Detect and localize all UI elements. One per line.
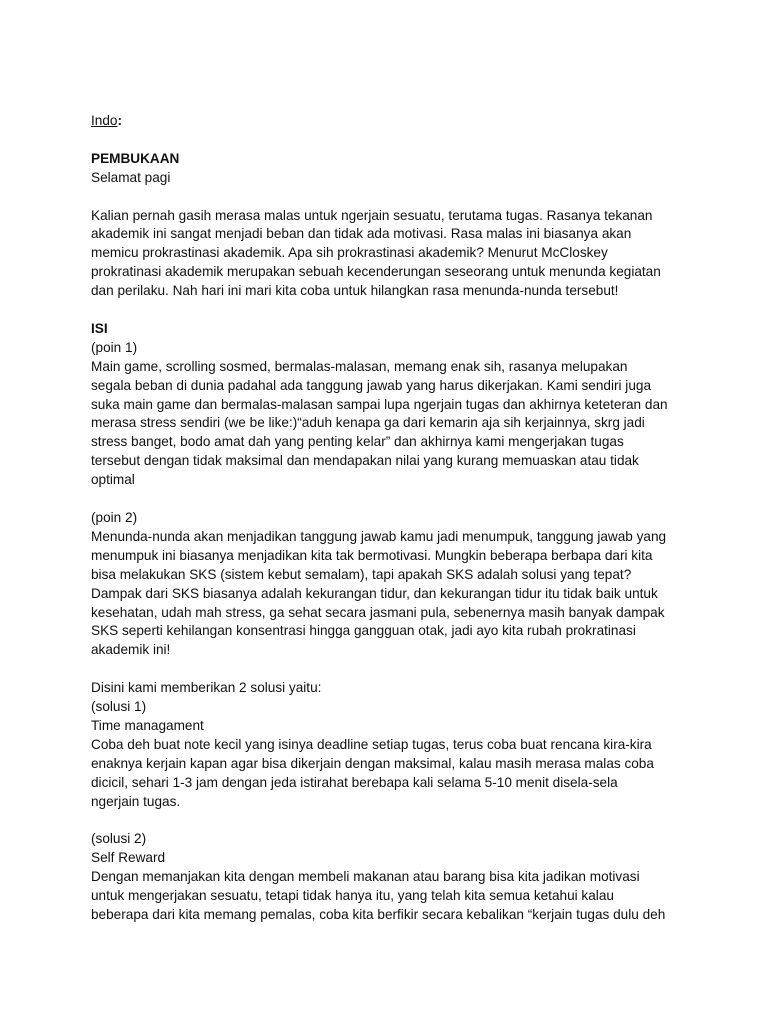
spacer [91,660,691,679]
spacer [91,188,691,207]
solution2-label: (solusi 2) [91,831,147,847]
paragraph-line: enaknya kerjain kapan agar bisa dikerjain dengan maksimal, kalau masih merasa malas coba [91,755,654,771]
paragraph-line: kesehatan, udah mah stress, ga sehat secara jasmani pula, sebenernya masih banyak dampak [91,604,665,620]
paragraph-line: akademik ini! [91,642,171,658]
label-indo: Indo [91,113,118,128]
point2-paragraph [91,528,691,660]
section-label [91,112,691,131]
paragraph-line: dan perilaku. Nah hari ini mari kita coba untuk hilangkan rasa menunda-nunda tersebut! [91,283,619,299]
greeting-text: Selamat pagi [91,169,171,185]
solution1-label: (solusi 1) [91,699,147,715]
paragraph-line: segala beban di dunia padahal ada tanggung jawab yang harus dikerjakan. Kami sendiri juga [91,377,652,393]
spacer [91,301,691,320]
heading-isi: ISI [91,320,108,336]
spacer [91,811,691,830]
paragraph-line: akademik ini sangat menjadi beban dan tidak ada motivasi. Rasa malas ini biasanya akan [91,226,632,242]
paragraph-line: Menunda-nunda akan menjadikan tanggung jawab kamu jadi menumpuk, tanggung jawab yang [91,528,667,544]
paragraph-line: SKS seperti kehilangan konsentrasi hingga gangguan otak, jadi ayo kita rubah prokratinasi [91,623,636,639]
paragraph-line: stress banget, bodo amat dah yang penting kelar” dan akhirnya kami mengerjakan tugas [91,434,624,450]
spacer [91,490,691,509]
solutions-intro: Disini kami memberikan 2 solusi yaitu: [91,680,322,696]
paragraph-line: tersebut dengan tidak maksimal dan mendapakan nilai yang kurang memuaskan atau tidak [91,453,639,469]
label-colon: : [117,113,122,128]
paragraph-line: merasa stress sendiri (we be like:)“aduh kenapa ga dari kemarin aja sih kerjainnya, skrg jadi [91,415,645,431]
paragraph-line: Main game, scrolling sosmed, bermalas-malasan, memang enak sih, rasanya melupakan [91,358,628,374]
paragraph-line: dicicil, sehari 1-3 jam dengan jeda istirahat berebapa kali selama 5-10 menit disela-sela [91,774,618,790]
paragraph-line: Dengan memanjakan kita dengan membeli makanan atau barang bisa kita jadikan motivasi [91,869,640,885]
paragraph-line: Kalian pernah gasih merasa malas untuk ngerjain sesuatu, terutama tugas. Rasanya tekanan [91,207,653,223]
paragraph-line: beberapa dari kita memang pemalas, coba kita berfikir secara kebalikan “kerjain tugas dulu deh [91,906,666,922]
solution1-title: Time managament [91,717,204,733]
paragraph-line: memicu prokrastinasi akademik. Apa sih prokrastinasi akademik? Menurut McCloskey [91,245,608,261]
solution2-paragraph [91,868,691,925]
point1-label: (poin 1) [91,339,138,355]
document-page [91,112,691,925]
paragraph-line: untuk mengerjakan sesuatu, tetapi tidak hanya itu, yang telah kita semua ketahui kalau [91,888,614,904]
solution2-title: Self Reward [91,850,166,866]
paragraph-line: bisa melakukan SKS (sistem kebut semalam), tapi apakah SKS adalah solusi yang tepat? [91,566,632,582]
paragraph-line: prokratinasi akademik merupakan sebuah kecenderungan seseorang untuk menunda kegiatan [91,264,661,280]
paragraph-line: ngerjain tugas. [91,793,181,809]
paragraph-line: Coba deh buat note kecil yang isinya deadline setiap tugas, terus coba buat rencana kira-kira [91,736,652,752]
point1-paragraph [91,358,691,490]
spacer [91,131,691,150]
heading-pembukaan: PEMBUKAAN [91,150,180,166]
solution1-paragraph [91,736,691,812]
paragraph-line: optimal [91,472,135,488]
paragraph-line: Dampak dari SKS biasanya adalah kekurangan tidur, dan kekurangan tidur itu tidak baik untuk [91,585,658,601]
paragraph-line: menumpuk ini biasanya menjadikan kita tak bermotivasi. Mungkin beberapa berbapa dari kita [91,547,653,563]
opening-paragraph [91,207,691,302]
point2-label: (poin 2) [91,509,138,525]
paragraph-line: suka main game dan bermalas-malasan sampai lupa ngerjain tugas dan akhirnya keteteran dan [91,396,668,412]
